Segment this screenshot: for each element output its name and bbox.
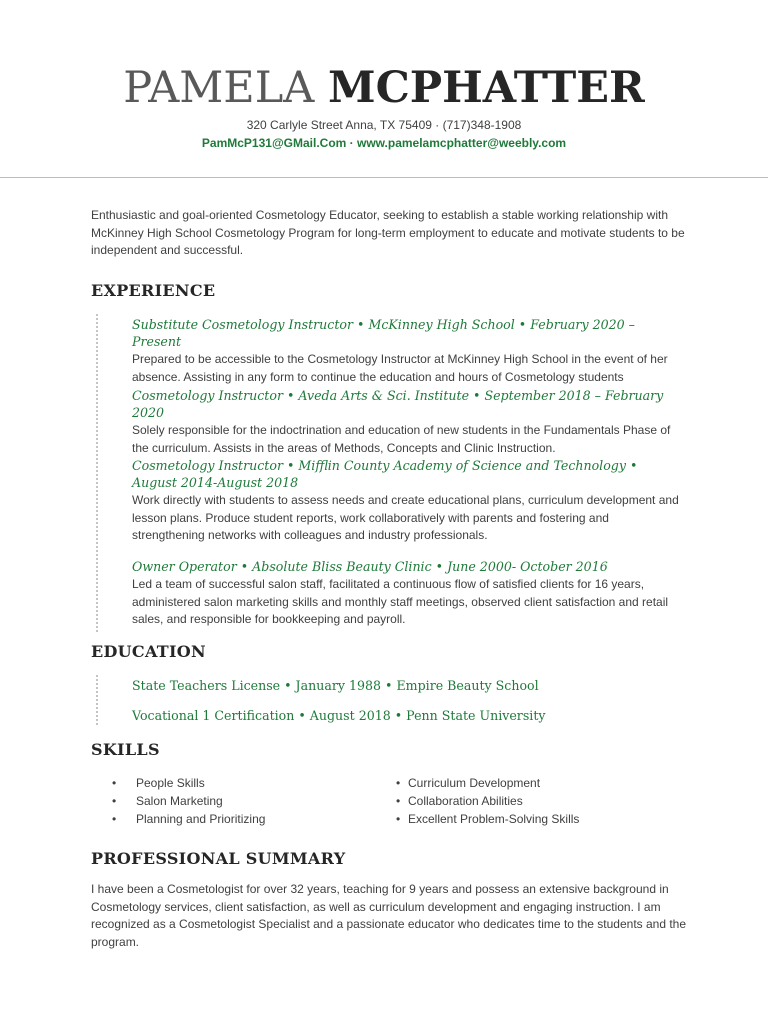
bullet-icon: • xyxy=(396,794,401,808)
professional-summary-heading: PROFESSIONAL SUMMARY xyxy=(91,849,346,868)
skills-list-left xyxy=(112,774,265,828)
list-item xyxy=(112,774,265,792)
education-heading: EDUCATION xyxy=(91,642,206,661)
header-divider xyxy=(0,177,768,178)
experience-entry xyxy=(132,316,680,386)
experience-entry xyxy=(132,387,680,457)
experience-entry-description: Led a team of successful salon staff, facilitated a continuous flow of satisfied clients for 16 years, administered salon marketing skills and monthly staff meetings, observed client satisfaction and retail sales, and responsible for bookkeeping and payroll. xyxy=(132,577,669,626)
skill-label: People Skills xyxy=(136,776,205,790)
skills-heading: SKILLS xyxy=(91,740,160,759)
experience-entry-heading: Cosmetology Instructor • Mifflin County Academy of Science and Technology • August 2014-August 2018 xyxy=(132,458,638,490)
applicant-name xyxy=(0,60,768,116)
bullet-icon: • xyxy=(112,812,117,826)
experience-entry xyxy=(132,457,680,545)
list-item xyxy=(112,792,265,810)
bullet-icon: • xyxy=(112,776,117,790)
skill-label: Collaboration Abilities xyxy=(408,794,523,808)
list-item xyxy=(396,774,579,792)
bullet-icon: • xyxy=(112,794,117,808)
experience-entry-heading: Owner Operator • Absolute Bliss Beauty Clinic • June 2000- October 2016 xyxy=(132,559,608,574)
experience-heading: EXPERIENCE xyxy=(91,281,216,300)
resume-header xyxy=(0,60,768,152)
experience-entry-heading: Substitute Cosmetology Instructor • McKinney High School • February 2020 – Present xyxy=(132,317,635,349)
first-name: PAMELA xyxy=(123,63,315,113)
professional-summary-text: I have been a Cosmetologist for over 32 years, teaching for 9 years and possess an extensive background in Cosmetology services, client satisfaction, as well as curriculum development and engaging instruction. I am recognized as a Cosmetologist Specialist and a passionate educator who dedicates time to the students and the program. xyxy=(91,882,687,949)
experience-entry-description: Solely responsible for the indoctrination and education of new students in the Fundamentals Phase of the curriculum. Assists in the areas of Methods, Concepts and Clinic Instruction. xyxy=(132,423,671,455)
skill-label: Curriculum Development xyxy=(408,776,541,790)
skills-list-right xyxy=(396,774,579,828)
experience-entry xyxy=(132,558,680,629)
bullet-icon: • xyxy=(396,812,401,826)
experience-entry-description: Prepared to be accessible to the Cosmetology Instructor at McKinney High School in the event of her absence. Assisting in any form to continue the education and hours of Cosmetology students xyxy=(132,352,668,384)
experience-entry-heading: Cosmetology Instructor • Aveda Arts & Sci. Institute • September 2018 – February 2020 xyxy=(132,388,664,420)
email-website: PamMcP131@GMail.Com · www.pamelamcphatter@weebly.com xyxy=(201,136,567,150)
experience-timeline-line xyxy=(96,314,98,632)
address-phone: 320 Carlyle Street Anna, TX 75409 · (717)348-1908 xyxy=(246,118,522,132)
skill-label: Salon Marketing xyxy=(136,794,223,808)
objective-statement: Enthusiastic and goal-oriented Cosmetology Educator, seeking to establish a stable working relationship with McKinney High School Cosmetology Program for long-term employment to educate and motivate students to be independent and successful. xyxy=(91,208,685,257)
bullet-icon: • xyxy=(396,776,401,790)
skill-label: Excellent Problem-Solving Skills xyxy=(408,812,580,826)
list-item xyxy=(112,810,265,828)
education-entry: Vocational 1 Certification • August 2018 • Penn State University xyxy=(132,708,546,723)
education-timeline-line xyxy=(96,675,98,725)
skill-label: Planning and Prioritizing xyxy=(136,812,266,826)
education-entry: State Teachers License • January 1988 • Empire Beauty School xyxy=(132,678,539,693)
list-item xyxy=(396,792,579,810)
list-item xyxy=(396,810,579,828)
experience-entry-description: Work directly with students to assess needs and create educational plans, curriculum development and lesson plans. Produce student reports, work collaboratively with parents and fostering and strengthening networks with colleagues and industry professionals. xyxy=(132,493,679,542)
last-name: MCPHATTER xyxy=(327,63,645,113)
